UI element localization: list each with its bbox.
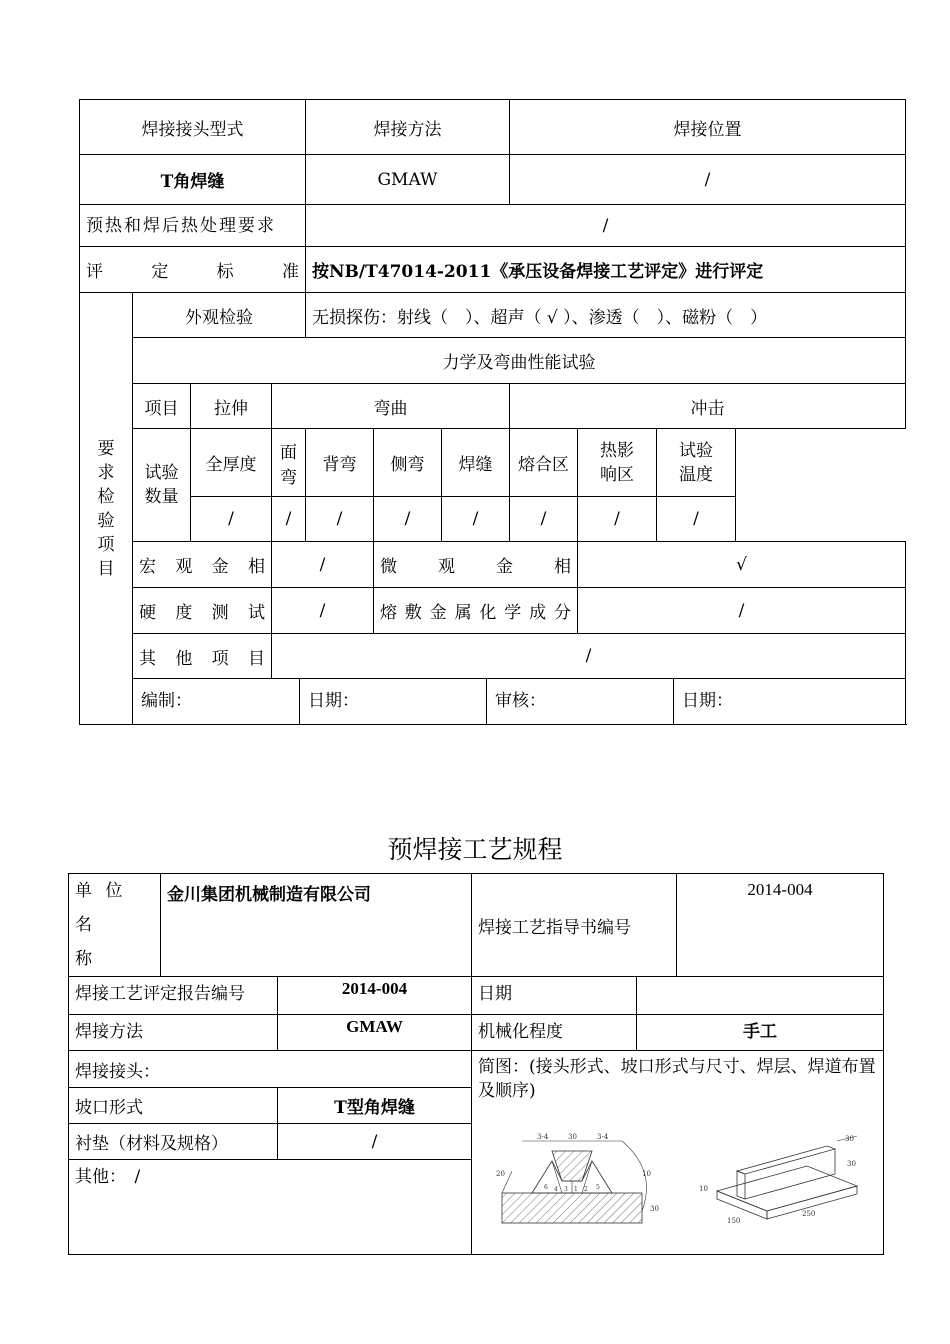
dim-label: 3-4 (537, 1133, 549, 1141)
other-items-value: / (272, 634, 906, 679)
test-quantity-label: 试验 数量 (133, 429, 191, 542)
face-bend-label: 面弯 (272, 429, 306, 497)
qty-value: / (578, 497, 657, 542)
wps-number-label: 焊接工艺指导书编号 (472, 874, 677, 977)
backing-value: / (278, 1124, 472, 1160)
qty-value: / (306, 497, 374, 542)
signature-row (133, 679, 906, 725)
pass-number: 6 (544, 1184, 548, 1191)
dim-label: 150 (727, 1217, 741, 1225)
hardness-test-value: / (272, 588, 374, 634)
pass-number: 1 (574, 1186, 578, 1193)
reviewed-by-label: 审核： (487, 679, 674, 724)
item-label: 项目 (133, 384, 191, 429)
weld-position-value: / (510, 155, 906, 205)
qty-value: / (657, 497, 736, 542)
weld-position-header: 焊接位置 (510, 100, 906, 155)
groove-type-value: T型角焊缝 (278, 1088, 472, 1124)
groove-type-label: 坡口形式 (69, 1088, 278, 1124)
dim-label: 250 (802, 1210, 816, 1218)
welding-method-label: 焊接方法 (69, 1015, 278, 1051)
dim-label: 10 (642, 1170, 651, 1178)
mechanization-value: 手工 (637, 1015, 884, 1051)
macro-metallography-value: / (272, 542, 374, 588)
preheat-value: / (306, 205, 906, 247)
dim-label: 20 (496, 1170, 505, 1178)
required-inspection-items-label: 要 求 检 验 项 目 (80, 293, 133, 725)
micro-metallography-label: 微观金相 (374, 542, 578, 588)
pqr-number-value: 2014-004 (278, 977, 472, 1015)
weld-method-header: 焊接方法 (306, 100, 510, 155)
dim-label: 30 (847, 1160, 856, 1168)
pass-number: 5 (596, 1184, 600, 1191)
compiled-by-label: 编制： (133, 679, 300, 724)
dim-label: 30 (650, 1205, 659, 1213)
dim-label: 30 (845, 1135, 854, 1143)
date-label: 日期： (682, 691, 733, 711)
impact-label: 冲击 (510, 384, 906, 429)
mechanization-label: 机械化程度 (472, 1015, 637, 1051)
date-label: 日期： (300, 679, 487, 724)
welding-procedure-specification-table (68, 873, 884, 1255)
macro-metallography-label: 宏观金相 (133, 542, 272, 588)
groove-cross-section-sketch (492, 1131, 672, 1231)
dim-label: 30 (568, 1133, 577, 1141)
other-items-label: 其他项目 (133, 634, 272, 679)
dim-label: 10 (699, 1185, 708, 1193)
full-thickness-label: 全厚度 (191, 429, 272, 497)
ndt-options: 无损探伤：射线（ ）、超声（ √ ）、渗透（ ）、磁粉（ ） (306, 293, 906, 338)
preheat-label: 预热和焊后热处理要求 (80, 205, 306, 247)
joint-type-header: 焊接接头型式 (80, 100, 306, 155)
joint-type-value: T角焊缝 (80, 155, 306, 205)
haz-label: 热影 响区 (578, 429, 657, 497)
chemical-composition-label: 熔敷金属化学成分 (374, 588, 578, 634)
pqr-number-label: 焊接工艺评定报告编号 (69, 977, 278, 1015)
qty-value: / (191, 497, 272, 542)
mechanical-test-title: 力学及弯曲性能试验 (133, 338, 906, 384)
weld-qualification-requirements-table (79, 99, 906, 725)
pass-number: 4 (554, 1186, 558, 1193)
qty-value: / (442, 497, 510, 542)
chemical-composition-value: / (578, 588, 906, 634)
other-notes: 其他： / (69, 1160, 472, 1255)
visual-inspection-label: 外观检验 (133, 293, 306, 338)
page-title: 预焊接工艺规程 (387, 835, 563, 864)
qty-value: / (374, 497, 442, 542)
dim-label: 3-4 (597, 1133, 609, 1141)
date-label: 日期 (472, 977, 637, 1015)
date-value (637, 977, 884, 1015)
standard-value: 按NB/T47014-2011《承压设备焊接工艺评定》进行评定 (306, 247, 906, 293)
weld-method-value: GMAW (306, 155, 510, 205)
backing-label: 衬垫（材料及规格） (69, 1124, 278, 1160)
side-bend-label: 侧弯 (374, 429, 442, 497)
hardness-test-label: 硬度测试 (133, 588, 272, 634)
sketch-description: 简图：(接头形式、坡口形式与尺寸、焊层、焊道布置及顺序) (478, 1057, 876, 1101)
qty-value: / (510, 497, 578, 542)
t-joint-isometric-sketch (697, 1131, 867, 1231)
wps-number-value: 2014-004 (677, 874, 884, 977)
welding-method-value: GMAW (278, 1015, 472, 1051)
unit-name-value: 金川集团机械制造有限公司 (161, 874, 472, 977)
qty-value: / (272, 497, 306, 542)
pass-number: 3 (564, 1186, 568, 1193)
tensile-label: 拉伸 (191, 384, 272, 429)
unit-name-label: 单 位 名 称 (69, 874, 161, 977)
welding-joint-label: 焊接接头： (69, 1051, 472, 1088)
fusion-zone-label: 熔合区 (510, 429, 578, 497)
back-bend-label: 背弯 (306, 429, 374, 497)
weld-label: 焊缝 (442, 429, 510, 497)
joint-sketch-cell (472, 1051, 884, 1255)
bend-label: 弯曲 (272, 384, 510, 429)
micro-metallography-value: √ (578, 542, 906, 588)
test-temperature-label: 试验 温度 (657, 429, 736, 497)
standard-label: 评 定 标 准 (80, 247, 306, 293)
pass-number: 2 (584, 1186, 588, 1193)
